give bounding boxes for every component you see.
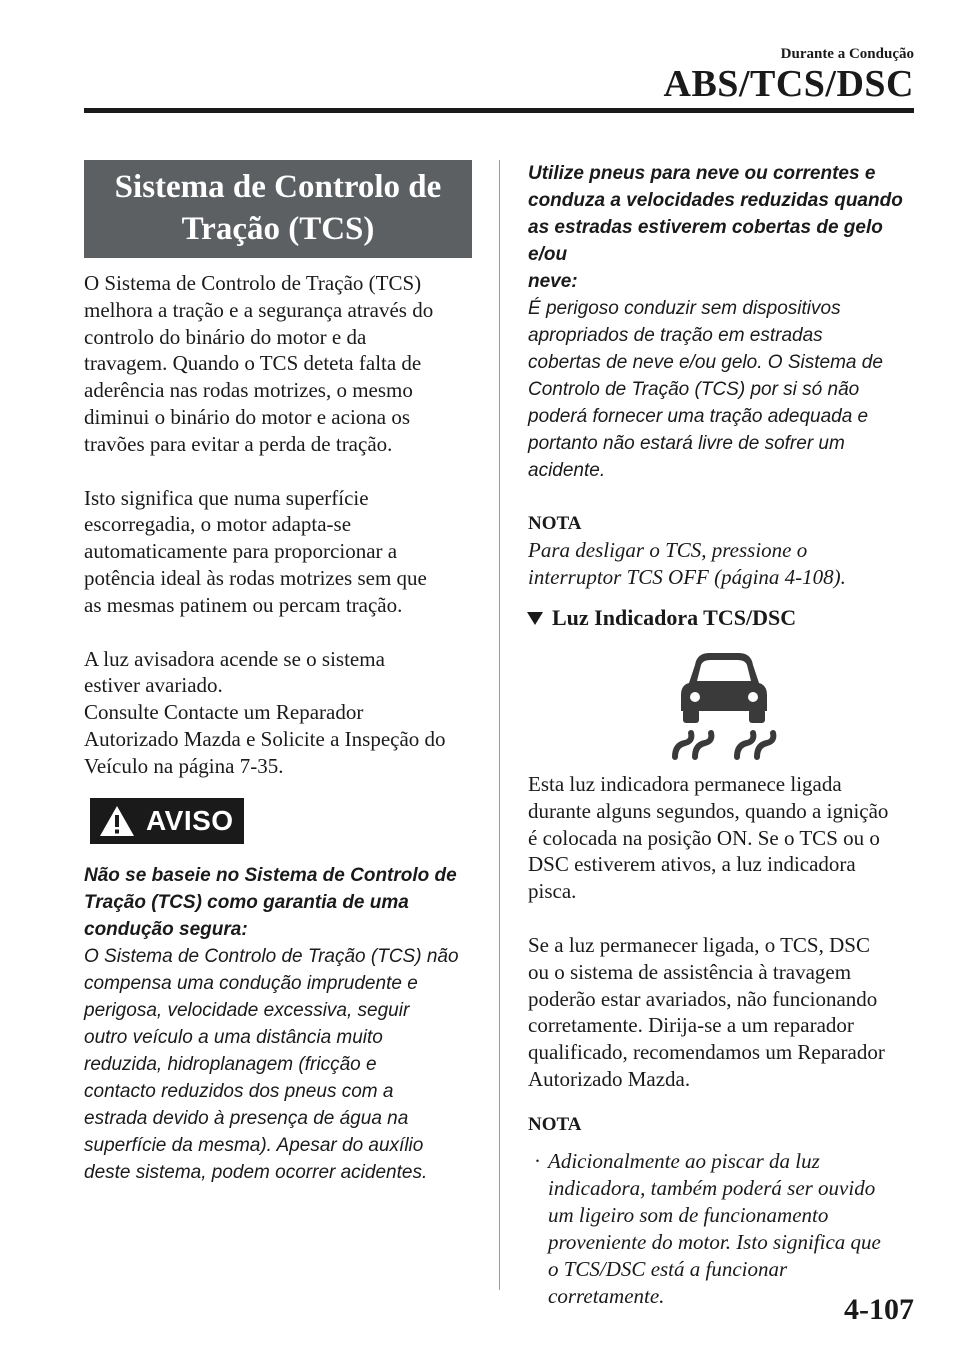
caution-text <box>528 295 920 484</box>
text-line: estiver avariado. <box>84 673 223 698</box>
text-line: escorregadia, o motor adapta-se <box>84 512 352 537</box>
text-line: compensa uma condução imprudente e <box>84 972 418 994</box>
text-line: travões para evitar a perda de tração. <box>84 431 393 456</box>
left-column <box>84 160 472 1186</box>
text-line: neve: <box>528 271 578 292</box>
text-line: Não se baseie no Sistema de Controlo de <box>84 864 457 886</box>
text-line: condução segura: <box>84 918 248 940</box>
text-line: o TCS/DSC está a funcionar <box>548 1256 788 1281</box>
text-line: Autorizado Mazda. <box>528 1066 691 1091</box>
text-line: diminui o binário do motor e aciona os <box>84 404 411 429</box>
subheading-text: Luz Indicadora TCS/DSC <box>552 605 797 630</box>
text-line: controlo do binário do motor e da <box>84 324 367 349</box>
text-line: corretamente. <box>548 1283 665 1308</box>
down-triangle-icon <box>526 610 544 626</box>
text-line: Utilize pneus para neve ou correntes e <box>528 163 876 184</box>
text-line: Se a luz permanecer ligada, o TCS, DSC <box>528 932 870 957</box>
text-line: indicadora, também poderá ser ouvido <box>548 1175 876 1200</box>
column-divider <box>499 160 500 1290</box>
text-line: aderência nas rodas motrizes, o mesmo <box>84 378 413 403</box>
text-line: poderão estar avariados, não funcionando <box>528 986 878 1011</box>
text-line: interruptor TCS OFF (página 4-108). <box>528 565 846 589</box>
text-line: as mesmas patinem ou percam tração. <box>84 592 403 617</box>
text-line: poderá fornecer uma tração adequada e <box>528 406 869 427</box>
text-line: melhora a tração e a segurança através do <box>84 297 434 322</box>
text-line: ou o sistema de assistência à travagem <box>528 959 852 984</box>
text-line: proveniente do motor. Isto significa que <box>548 1229 881 1254</box>
indicator-paragraph <box>528 771 920 905</box>
bullet-dot-icon: · <box>534 1148 541 1173</box>
section-title-line: Sistema de Controlo de <box>114 169 442 205</box>
subheading <box>526 605 920 631</box>
text-line: superfície da mesma). Apesar do auxílio <box>84 1134 424 1156</box>
text-line: potência ideal às rodas motrizes sem que <box>84 565 427 590</box>
tcs-dsc-indicator-icon <box>669 645 779 761</box>
text-line: durante alguns segundos, quando a ignição <box>528 798 889 823</box>
section-title-line: Tração (TCS) <box>181 211 375 247</box>
page-number: 4-107 <box>844 1293 914 1326</box>
nota-bullet-text <box>548 1148 881 1310</box>
text-line: travagem. Quando o TCS deteta falta de <box>84 351 422 376</box>
caution-heading <box>528 160 920 295</box>
text-line: cobertas de neve e/ou gelo. O Sistema de <box>528 352 883 373</box>
text-line: Veículo na página 7-35. <box>84 753 284 778</box>
text-line: reduzida, hidroplanagem (fricção e <box>84 1053 377 1075</box>
text-line: pisca. <box>528 879 577 904</box>
warning-heading <box>84 862 472 943</box>
text-line: Para desligar o TCS, pressione o <box>528 538 808 562</box>
text-line: Consulte Contacte um Reparador <box>84 700 364 725</box>
text-line: qualificado, recomendamos um Reparador <box>528 1040 885 1065</box>
nota-label: NOTA <box>528 513 582 534</box>
text-line: Isto significa que numa superfície <box>84 485 369 510</box>
text-line: outro veículo a uma distância muito <box>84 1026 383 1048</box>
text-line: um ligeiro som de funcionamento <box>548 1202 829 1227</box>
text-line: estrada devido à presença de água na <box>84 1107 409 1129</box>
text-line: é colocada na posição ON. Se o TCS ou o <box>528 825 880 850</box>
text-line: A luz avisadora acende se o sistema <box>84 646 385 671</box>
text-line: automaticamente para proporcionar a <box>84 539 398 564</box>
text-line: acidente. <box>528 460 606 481</box>
intro-paragraph <box>84 270 472 458</box>
nota-label: NOTA <box>528 1113 582 1135</box>
text-line: perigosa, velocidade excessiva, seguir <box>84 999 410 1021</box>
warning-box <box>90 798 244 844</box>
text-line: Tração (TCS) como garantia de uma <box>84 891 409 913</box>
text-line: portanto não estará livre de sofrer um <box>528 433 845 454</box>
malfunction-paragraph <box>528 932 920 1093</box>
header-chapter: ABS/TCS/DSC <box>663 63 914 105</box>
text-line: contacto reduzidos dos pneus com a <box>84 1080 394 1102</box>
nota-bullet-item <box>534 1148 920 1310</box>
text-line: O Sistema de Controlo de Tração (TCS) não <box>84 945 459 967</box>
text-line: apropriados de tração em estradas <box>528 325 823 346</box>
slippery-paragraph <box>84 485 472 619</box>
text-line: as estradas estiverem cobertas de gelo e/ou <box>528 217 883 265</box>
text-line: Adicionalmente ao piscar da luz <box>548 1148 820 1173</box>
text-line: Controlo de Tração (TCS) por si só não <box>528 379 860 400</box>
text-line: deste sistema, podem ocorrer acidentes. <box>84 1161 428 1183</box>
text-line: É perigoso conduzir sem dispositivos <box>528 298 841 319</box>
text-line: DSC estiverem ativos, a luz indicadora <box>528 852 856 877</box>
warning-light-paragraph <box>84 646 472 780</box>
right-column <box>528 160 920 1310</box>
warning-triangle-icon <box>98 804 136 838</box>
text-line: conduza a velocidades reduzidas quando <box>528 190 903 211</box>
section-title <box>84 160 472 258</box>
text-line: Autorizado Mazda e Solicite a Inspeção do <box>84 726 446 751</box>
header-rule <box>84 108 914 113</box>
text-line: O Sistema de Controlo de Tração (TCS) <box>84 271 422 295</box>
text-line: Esta luz indicadora permanece ligada <box>528 772 842 796</box>
warning-text <box>84 943 472 1186</box>
warning-label: AVISO <box>146 804 234 836</box>
header-section: Durante a Condução <box>780 46 914 62</box>
text-line: corretamente. Dirija-se a um reparador <box>528 1013 854 1038</box>
nota-text <box>528 537 920 591</box>
